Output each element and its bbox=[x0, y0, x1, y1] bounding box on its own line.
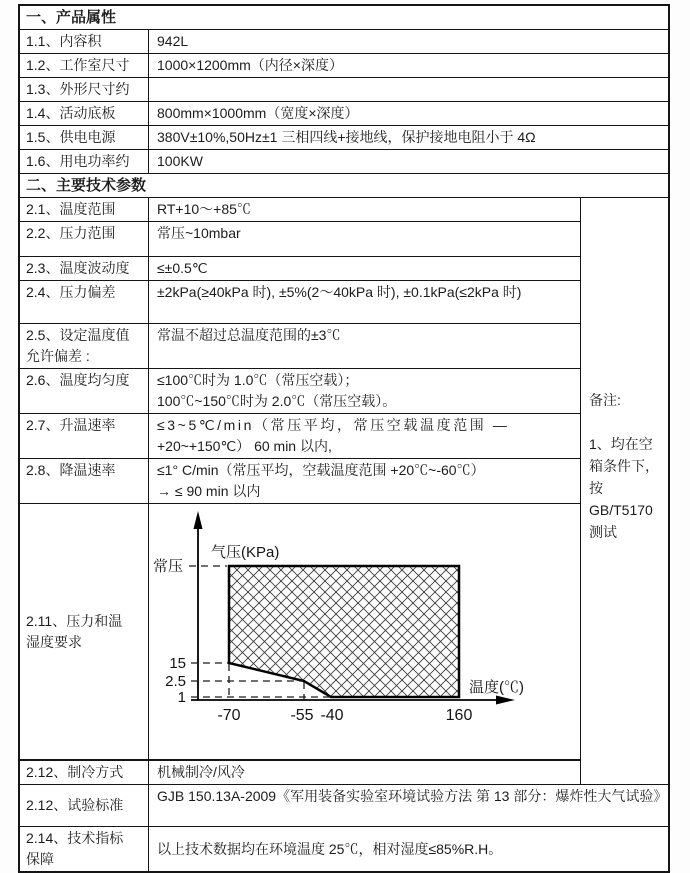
y-axis-label: 气压(KPa) bbox=[211, 544, 280, 561]
table-row bbox=[20, 324, 580, 369]
table-row bbox=[20, 257, 580, 281]
table-row bbox=[20, 198, 580, 222]
row-label: 2.2、压力范围 bbox=[20, 222, 149, 256]
row-value bbox=[149, 414, 580, 458]
y-tick-normal-pressure: 常压 bbox=[153, 558, 184, 575]
row-label-line1: 2.11、压力和温 bbox=[26, 612, 123, 629]
section2-body bbox=[20, 198, 668, 785]
pressure-temperature-chart bbox=[149, 504, 581, 753]
row-value: 常温不超过总温度范围的±3℃ bbox=[157, 327, 341, 343]
row-label: 2.1、温度范围 bbox=[20, 198, 149, 221]
remark-note: 1、均在空箱条件下，按 GB/T5170 测试 bbox=[589, 436, 659, 540]
row-value: 以上技术数据均在环境温度 25℃，相对湿度≤85%R.H。 bbox=[157, 840, 503, 857]
row-value: 942L bbox=[157, 33, 189, 49]
row-value: 800mm×1000mm（宽度×深度） bbox=[157, 105, 359, 121]
section2-header: 二、主要技术参数 bbox=[20, 174, 668, 198]
row-label-line2: 允许偏差 : bbox=[26, 348, 90, 364]
row-value-line1: ≤100℃时为 1.0℃（常压空载）； bbox=[157, 372, 359, 388]
row-label: 2.6、温度均匀度 bbox=[20, 369, 149, 413]
row-label: 1.4、活动底板 bbox=[20, 102, 149, 125]
y-tick-2-5: 2.5 bbox=[165, 673, 186, 690]
table-row bbox=[20, 760, 580, 784]
table-row bbox=[20, 281, 580, 324]
row-value-line2: → ≤ 90 min 以内 bbox=[157, 483, 261, 499]
row-label-line2: 保障 bbox=[26, 851, 54, 867]
row-label: 2.7、升温速率 bbox=[20, 414, 149, 458]
row-label-line1: 2.14、技术指标 bbox=[26, 830, 124, 846]
row-label: 1.2、工作室尺寸 bbox=[20, 54, 149, 77]
row-label: 2.8、降温速率 bbox=[20, 459, 149, 503]
chart-cell bbox=[149, 504, 581, 759]
pressure-temperature-chart-row bbox=[20, 504, 580, 760]
table-row bbox=[20, 150, 668, 174]
row-label bbox=[20, 504, 149, 759]
row-value: ±2kPa(≥40kPa 时), ±5%(2～40kPa 时), ±0.1kPa(≤2kPa 时) bbox=[157, 284, 522, 300]
table-row bbox=[20, 369, 580, 414]
row-value: 380V±10%,50Hz±1 三相四线+接地线，保护接地电阻小于 4Ω bbox=[157, 129, 536, 145]
row-label-line2: 湿度要求 bbox=[26, 633, 82, 650]
section1-header: 一、产品属性 bbox=[20, 6, 668, 30]
remark-title: 备注: bbox=[589, 392, 621, 408]
row-value bbox=[149, 78, 668, 101]
table-row bbox=[20, 102, 668, 126]
table-row bbox=[20, 30, 668, 54]
row-value: 100KW bbox=[157, 153, 203, 169]
row-value-line1: ≤3~5℃/min（常压平均，常压空载温度范围 — bbox=[157, 417, 510, 433]
row-value: GJB 150.13A-2009《军用装备实验室环境试验方法 第 13 部分：爆炸性大气试验》 bbox=[157, 788, 668, 804]
x-tick-160: 160 bbox=[445, 707, 473, 724]
row-value-line2: 100℃~150℃时为 2.0℃（常压空载）。 bbox=[157, 393, 397, 409]
row-label: 1.6、用电功率约 bbox=[20, 150, 149, 173]
table-row bbox=[20, 126, 668, 150]
row-value bbox=[149, 459, 580, 503]
row-label bbox=[20, 324, 149, 368]
row-label-line1: 2.5、设定温度值 bbox=[26, 327, 130, 343]
x-axis-label: 温度(℃) bbox=[469, 679, 524, 696]
table-row bbox=[20, 54, 668, 78]
table-row bbox=[20, 459, 580, 504]
table-row bbox=[20, 78, 668, 102]
row-label: 2.12、制冷方式 bbox=[20, 761, 149, 784]
y-axis bbox=[194, 511, 203, 700]
row-label: 1.3、外形尺寸约 bbox=[20, 78, 149, 101]
x-tick-minus70: -70 bbox=[217, 707, 241, 724]
row-label: 1.5、供电电源 bbox=[20, 126, 149, 149]
table-row bbox=[20, 414, 580, 459]
x-tick-minus40: -40 bbox=[320, 707, 344, 724]
row-value-line2: +20~+150℃） 60 min 以内, bbox=[157, 438, 332, 454]
x-axis-arrow-icon bbox=[496, 696, 515, 705]
product-spec-table bbox=[18, 4, 670, 873]
row-value-line1: ≤1° C/min（常压平均，空载温度范围 +20℃~-60℃） bbox=[157, 462, 485, 478]
row-value: 1000×1200mm（内径×深度） bbox=[157, 57, 343, 73]
y-tick-1: 1 bbox=[177, 689, 186, 706]
table-row bbox=[20, 827, 668, 871]
row-value: 常压~10mbar bbox=[157, 225, 241, 241]
row-label bbox=[20, 827, 149, 871]
row-label: 2.4、压力偏差 bbox=[20, 281, 149, 323]
row-label: 2.3、温度波动度 bbox=[20, 257, 149, 280]
x-tick-minus55: -55 bbox=[290, 707, 314, 724]
table-row bbox=[20, 222, 580, 257]
row-label: 2.12、试验标准 bbox=[20, 785, 149, 826]
y-tick-15: 15 bbox=[169, 655, 186, 672]
operating-region-area bbox=[229, 566, 459, 697]
row-value: RT+10～+85℃ bbox=[157, 201, 251, 217]
row-value: ≤±0.5℃ bbox=[157, 260, 208, 276]
y-axis-arrow-icon bbox=[194, 511, 203, 529]
row-label: 1.1、内容积 bbox=[20, 30, 149, 53]
row-value: 机械制冷/风冷 bbox=[157, 764, 245, 780]
row-value bbox=[149, 369, 580, 413]
table-row bbox=[20, 785, 668, 827]
remark-column bbox=[580, 198, 668, 784]
